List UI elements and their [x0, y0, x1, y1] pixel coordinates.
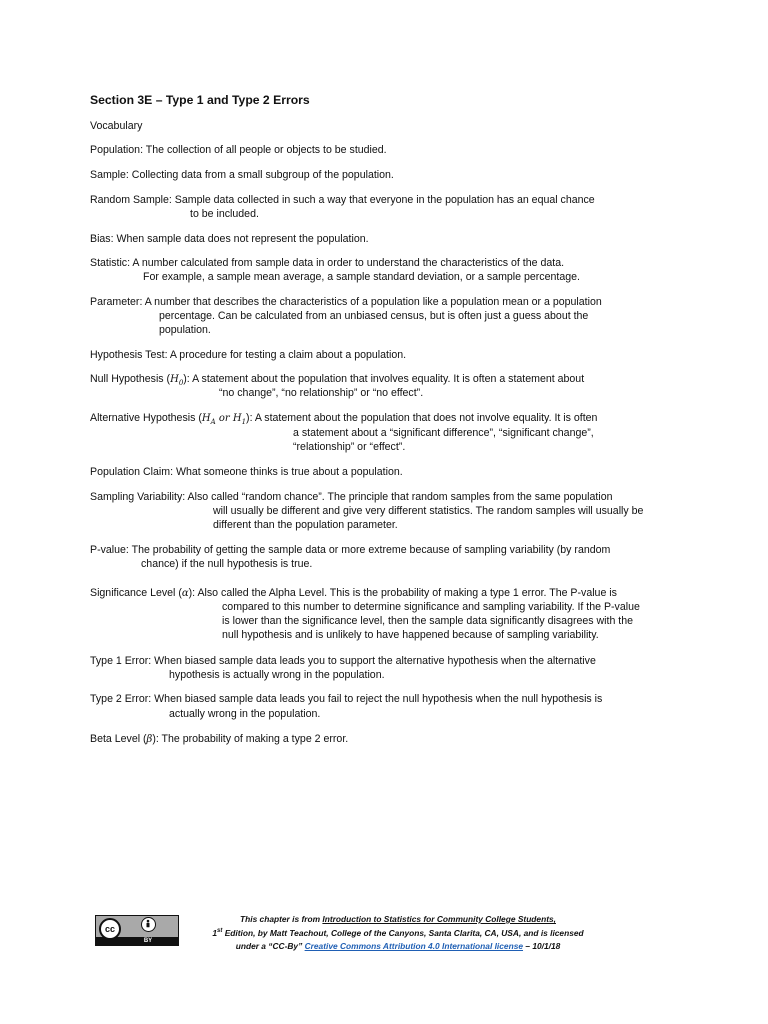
definition-p-value: P-value: The probability of getting the sample data or more extreme because of sampling variability (by random — [90, 544, 611, 556]
definition-null-hypothesis: Null Hypothesis $(H_0)$: A statement about the population that involves equality. It is often a statement about — [90, 373, 585, 387]
footer-line-3: under a “CC-By” Creative Commons Attribution 4.0 International license – 10/1/18 — [235, 941, 561, 951]
vocabulary-heading: Vocabulary — [90, 120, 143, 132]
definition-type2-error-cont: actually wrong in the population. — [169, 708, 321, 720]
definition-beta-level: Beta Level (β): The probability of making a type 2 error. — [90, 733, 349, 745]
definition-parameter-cont1: percentage. Can be calculated from an unbiased census, but is often just a guess about the — [159, 310, 589, 322]
definition-sample: Sample: Collecting data from a small subgroup of the population. — [90, 169, 394, 181]
footer-line-1: This chapter is from Introduction to Statistics for Community College Students, — [240, 914, 556, 924]
definition-alternative-hypothesis-cont2: “relationship” or “effect”. — [293, 441, 406, 453]
definition-significance-level-cont1: compared to this number to determine significance and sampling variability. If the P-value — [222, 601, 640, 613]
by-label: BY — [143, 938, 153, 944]
definition-statistic-cont: For example, a sample mean average, a sample standard deviation, or a sample percentage. — [143, 271, 580, 283]
definition-significance-level-cont2: is lower than the significance level, then the sample data significantly disagrees with the — [222, 615, 634, 627]
definition-significance-level-cont3: null hypothesis and is unlikely to have happened because of sampling variability. — [222, 629, 599, 641]
definition-population: Population: The collection of all people or objects to be studied. — [90, 144, 387, 156]
definition-significance-level: Significance Level (α): Also called the Alpha Level. This is the probability of making a type 1 error. The P-value is — [90, 587, 617, 599]
definition-type1-error: Type 1 Error: When biased sample data leads you to support the alternative hypothesis when the alternative — [90, 655, 596, 667]
definition-sampling-variability-cont2: different than the population parameter. — [213, 519, 398, 531]
definition-alternative-hypothesis-cont1: a statement about a “significant difference”, “significant change”, — [293, 427, 594, 439]
definition-random-sample: Random Sample: Sample data collected in such a way that everyone in the population has an equal chance — [90, 194, 595, 206]
definition-null-hypothesis-cont: “no change”, “no relationship” or “no effect”. — [219, 387, 424, 399]
license-link[interactable]: Creative Commons Attribution 4.0 International license — [304, 941, 524, 951]
definition-hypothesis-test: Hypothesis Test: A procedure for testing a claim about a population. — [90, 349, 407, 361]
alternative-hypothesis-symbol: $H_A$ or $H_1$ — [201, 413, 247, 426]
null-hypothesis-symbol: $H_0$ — [170, 374, 184, 387]
section-title: Section 3E – Type 1 and Type 2 Errors — [90, 93, 310, 107]
definition-sampling-variability: Sampling Variability: Also called “random chance”. The principle that random samples from the same population — [90, 491, 613, 503]
book-title: Introduction to Statistics for Community College Students, — [322, 914, 556, 924]
definition-parameter-cont2: population. — [159, 324, 211, 336]
attribution-person-icon — [141, 917, 156, 932]
definition-type2-error: Type 2 Error: When biased sample data leads you fail to reject the null hypothesis when the null hypothesis is — [90, 693, 603, 705]
definition-random-sample-cont: to be included. — [190, 208, 259, 220]
definition-statistic: Statistic: A number calculated from sample data in order to understand the characteristics of the data. — [90, 257, 565, 269]
definition-bias: Bias: When sample data does not represent the population. — [90, 233, 369, 245]
cc-by-license-badge[interactable] — [95, 915, 179, 946]
definition-alternative-hypothesis: Alternative Hypothesis ($H_A$ or $H_1$): A statement about the population that does not involve equality. It is often — [90, 412, 598, 426]
definition-p-value-cont: chance) if the null hypothesis is true. — [141, 558, 313, 570]
definition-parameter: Parameter: A number that describes the characteristics of a population like a population mean or a population — [90, 296, 602, 308]
footer-line-2: 1st Edition, by Matt Teachout, College of the Canyons, Santa Clarita, CA, USA, and is licensed — [212, 927, 584, 938]
footer-attribution — [186, 913, 610, 954]
cc-icon: cc — [99, 918, 121, 940]
definition-type1-error-cont: hypothesis is actually wrong in the population. — [169, 669, 385, 681]
definition-population-claim: Population Claim: What someone thinks is true about a population. — [90, 466, 403, 478]
alpha-symbol: α — [181, 588, 189, 599]
definition-sampling-variability-cont1: will usually be different and give very different statistics. The random samples will usually be — [213, 505, 644, 517]
beta-symbol: β — [146, 734, 153, 745]
